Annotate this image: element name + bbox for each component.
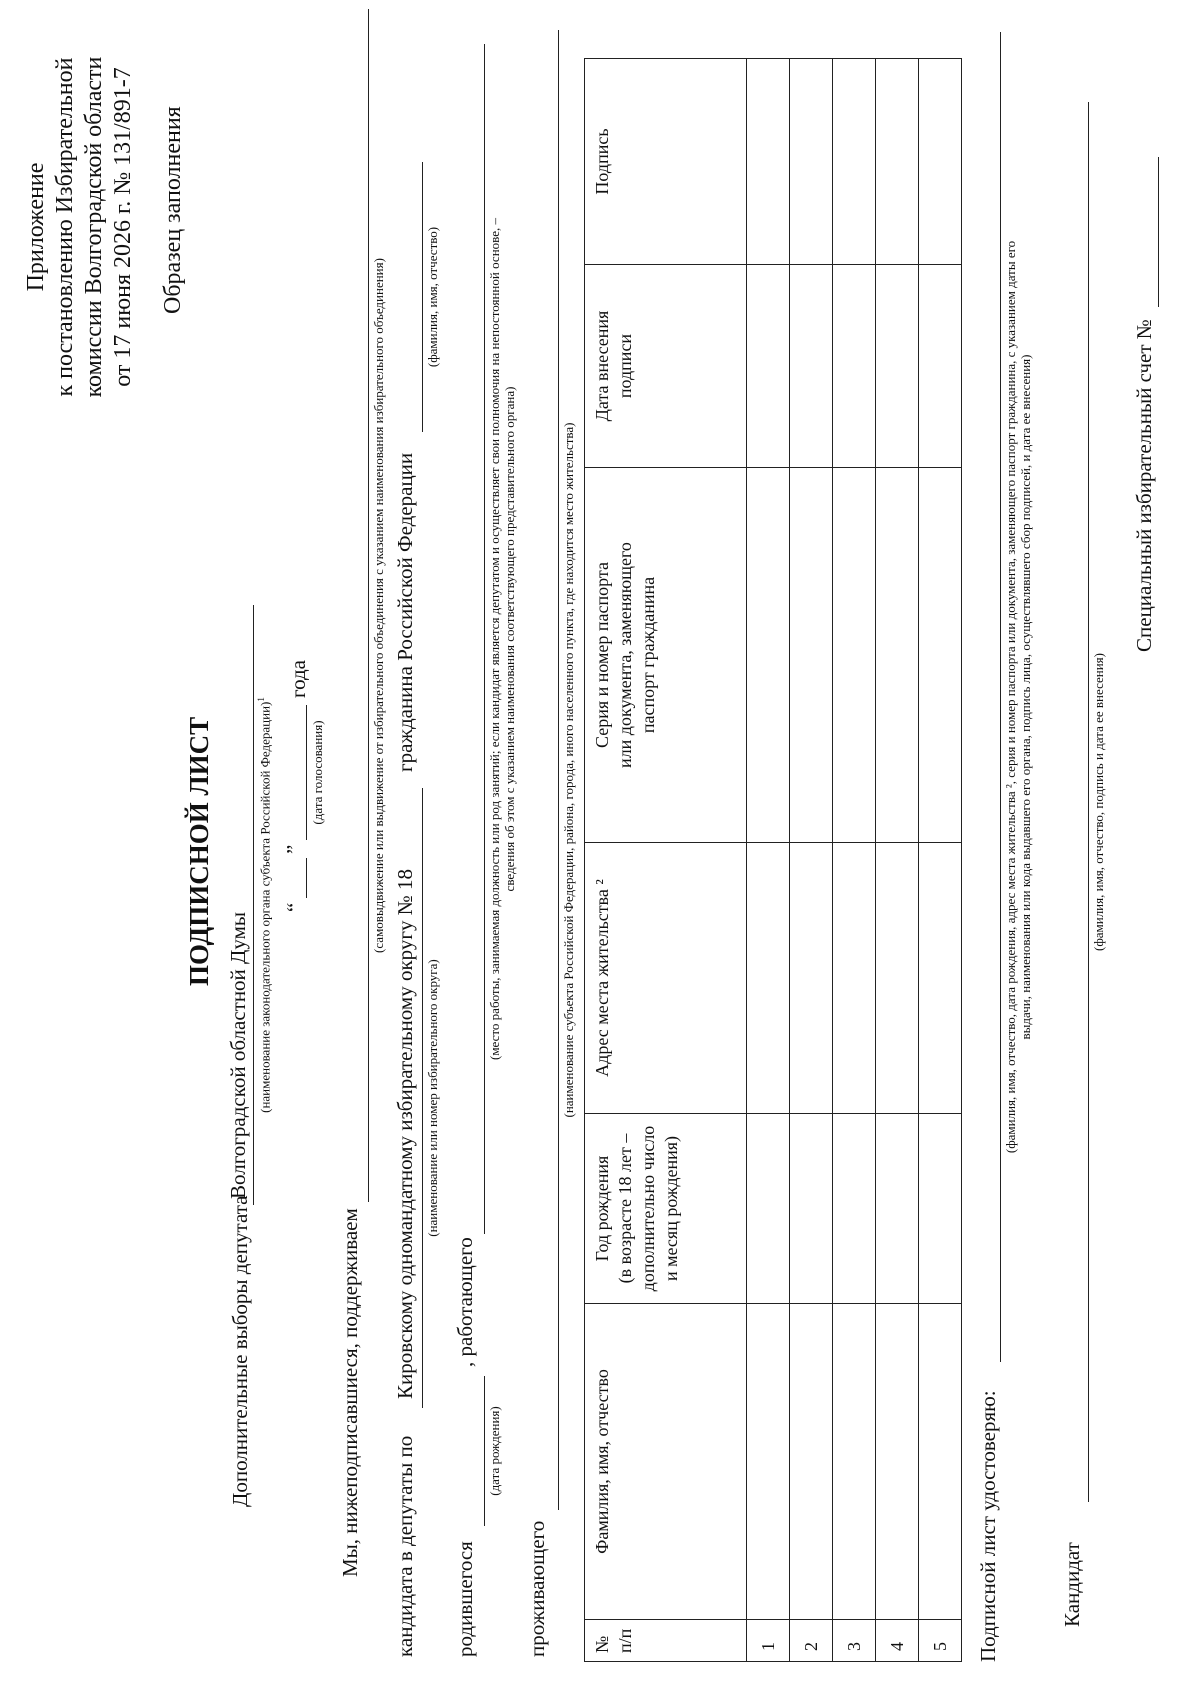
cell-birth-year: [919, 1114, 962, 1304]
quote-close: ”: [282, 844, 306, 854]
col-header-number: [585, 1620, 747, 1662]
table-row: [919, 59, 962, 1662]
cell-signature: [747, 59, 790, 265]
row-number: 5: [919, 1620, 962, 1662]
cell-fio: [919, 1304, 962, 1620]
header-line: паспорт гражданина: [638, 576, 658, 734]
row-number: 2: [790, 1620, 833, 1662]
certifier-line: [1000, 32, 1001, 1362]
header-line: Фамилия, имя, отчество: [592, 1369, 612, 1554]
header-line: п/п: [615, 1628, 635, 1653]
header-line: Подпись: [592, 128, 612, 195]
cell-birth-year: [876, 1114, 919, 1304]
vote-day-line: [306, 858, 307, 898]
header-line: дополнительно число: [638, 1125, 658, 1292]
header-line: Серия и номер паспорта: [592, 562, 612, 749]
cell-address: [790, 843, 833, 1114]
certify-label: Подписной лист удостоверяю:: [976, 1390, 1000, 1662]
caption-certifier-line-2: выдачи, наименования или кода выдавшего его органа, подпись лица, осуществлявшего сбор подписей, и дата ее внесения): [1018, 354, 1033, 1040]
living-label: проживающего: [525, 1520, 549, 1657]
quote-open: “: [282, 902, 306, 912]
account-line: [1158, 157, 1159, 307]
work-line: [484, 44, 485, 1234]
table-row: [833, 59, 876, 1662]
header-line: (в возрасте 18 лет –: [615, 1133, 635, 1284]
vote-date-line: [306, 705, 307, 840]
col-header-signature: [585, 59, 747, 265]
cell-fio: [747, 1304, 790, 1620]
caption-address: (наименование субъекта Российской Федерации, района, города, иного населенного пункта, где находится место жительства): [561, 422, 576, 1118]
cell-signature: [876, 59, 919, 265]
page-title: ПОДПИСНОЙ ЛИСТ: [184, 716, 214, 986]
birth-date-line: [484, 1376, 485, 1526]
col-header-address: [585, 843, 747, 1114]
caption-work-line-1: (место работы, занимаемая должность или род занятий; если кандидат является депутатом и осуществляет свои полномочия на непостоянной основе, –: [487, 218, 502, 1060]
cell-birth-year: [747, 1114, 790, 1304]
header-line: Дата внесения: [592, 310, 612, 422]
header-line: Адрес места жительства ²: [592, 879, 612, 1077]
fio-line: [422, 162, 423, 432]
col-header-sign-date: [585, 265, 747, 468]
caption-legislature-text: (наименование законодательного органа субъекта Российской Федерации): [257, 701, 273, 1113]
citizen-text: гражданина Российской Федерации: [393, 452, 417, 772]
district-value: Кировскому одномандатному избирательному округу № 18: [393, 868, 417, 1399]
candidate-prefix: кандидата в депутаты по: [393, 1435, 417, 1657]
cell-passport: [790, 468, 833, 843]
caption-work-line-2: сведения об этом с указанием наименования соответствующего представительного органа): [502, 386, 517, 892]
cell-sign-date: [876, 265, 919, 468]
cell-passport: [833, 468, 876, 843]
caption-vote-date: (дата голосования): [310, 720, 325, 825]
supporters-text: Мы, нижеподписавшиеся, поддерживаем: [338, 1208, 362, 1577]
appendix-line-2: к постановлению Избирательной: [52, 57, 78, 397]
cell-sign-date: [833, 265, 876, 468]
row-number: 3: [833, 1620, 876, 1662]
cell-address: [833, 843, 876, 1114]
row-number: 4: [876, 1620, 919, 1662]
sample-label: Образец заполнения: [160, 106, 186, 314]
address-line: [558, 30, 559, 1510]
col-header-fio: [585, 1304, 747, 1620]
caption-birth-date: (дата рождения): [487, 1406, 502, 1496]
district-line: [422, 788, 423, 1408]
appendix-line-3: комиссии Волгоградской области: [81, 56, 107, 398]
col-header-birth-year: [585, 1114, 747, 1304]
election-body-line: [253, 605, 254, 1205]
election-prefix: Дополнительные выборы депутата: [228, 1195, 252, 1507]
header-line: и месяц рождения): [661, 1135, 681, 1282]
footnote-1: 1: [256, 697, 266, 702]
year-word: года: [286, 660, 310, 698]
table-header-row: [585, 59, 747, 1662]
account-label: Специальный избирательный счет №: [1132, 319, 1156, 652]
election-body: Волгоградской областной Думы: [226, 912, 250, 1199]
caption-fio: (фамилия, имя, отчество): [425, 226, 440, 368]
born-label: родившегося: [453, 1541, 477, 1657]
header-line: подписи: [615, 333, 635, 399]
nomination-line: [368, 9, 369, 1202]
cell-passport: [747, 468, 790, 843]
cell-signature: [790, 59, 833, 265]
cell-fio: [833, 1304, 876, 1620]
cell-address: [876, 843, 919, 1114]
caption-district: (наименование или номер избирательного округа): [425, 959, 440, 1237]
header-line: Год рождения: [592, 1155, 612, 1262]
cell-sign-date: [919, 265, 962, 468]
working-label: , работающего: [453, 1237, 477, 1367]
caption-candidate: (фамилия, имя, отчество, подпись и дата ее внесения): [1091, 653, 1106, 952]
table-row: [876, 59, 919, 1662]
cell-signature: [833, 59, 876, 265]
row-number: 1: [747, 1620, 790, 1662]
cell-fio: [790, 1304, 833, 1620]
appendix-line-4: от 17 июня 2026 г. № 131/891-7: [110, 67, 136, 387]
header-line: №: [592, 1635, 612, 1653]
cell-birth-year: [833, 1114, 876, 1304]
caption-certifier-line-1: (фамилия, имя, отчество, дата рождения, адрес места жительства ², серия и номер паспорта или документа, заменяющего паспорт гражданина, с указанием даты его: [1003, 240, 1018, 1154]
cell-passport: [876, 468, 919, 843]
cell-fio: [876, 1304, 919, 1620]
cell-sign-date: [790, 265, 833, 468]
cell-address: [747, 843, 790, 1114]
signature-table: [584, 58, 962, 1662]
cell-address: [919, 843, 962, 1114]
col-header-passport: [585, 468, 747, 843]
appendix-line-1: Приложение: [23, 162, 49, 292]
table-row: [747, 59, 790, 1662]
caption-nomination: (самовыдвижение или выдвижение от избирательного объединения с указанием наименования избирательного объединения): [371, 258, 386, 953]
cell-passport: [919, 468, 962, 843]
appendix-header: [22, 7, 138, 447]
candidate-line: [1088, 102, 1089, 1502]
candidate-label: Кандидат: [1060, 1542, 1084, 1627]
header-line: или документа, заменяющего: [615, 542, 635, 768]
cell-signature: [919, 59, 962, 265]
cell-sign-date: [747, 265, 790, 468]
table-row: [790, 59, 833, 1662]
cell-birth-year: [790, 1114, 833, 1304]
caption-legislature: [256, 605, 273, 1205]
